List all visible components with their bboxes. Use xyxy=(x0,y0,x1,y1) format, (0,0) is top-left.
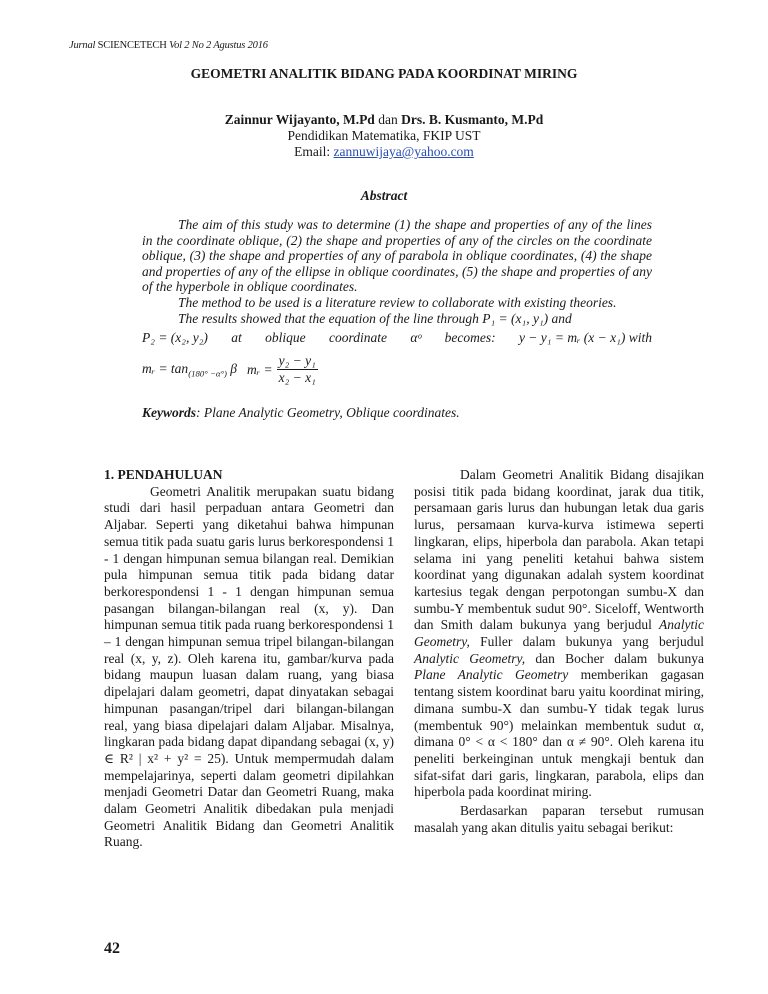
slope-beta: β xyxy=(230,360,238,376)
keywords-list: : Plane Analytic Geometry, Oblique coordinates. xyxy=(196,405,460,420)
author-conjunction: dan xyxy=(378,112,398,127)
body-column-left xyxy=(104,467,394,851)
equation-line xyxy=(142,330,652,346)
section-heading: 1. PENDAHULUAN xyxy=(104,467,223,482)
text-run: memberikan gagasan tentang sistem koordinat baru yaitu koordinat miring, dimana sumbu-X dan sumbu-Y tidak tegak lurus (membentuk 90°) melainkan membentuk sudut α, dimana 0° < α < 180° dan α ≠ 90°. Oleh karena itu peneliti berkeinginan untuk mengkaji bentuk dan sifat-sifat dari garis, lingkaran, parabola, elips dan hiperbola pada koordinat miring. xyxy=(414,667,704,800)
body-paragraph: Geometri Analitik merupakan suatu bidang studi dari hasil perpaduan antara Geometri dan Aljabar. Seperti yang diketahui bahwa himpunan semua titik pada suatu garis lurus berkorespondensi 1 - 1 dengan himpunan semua bilangan real. Demikian pula himpunan semua titik pada bidang datar berkorespondensi 1 - 1 dengan himpunan semua pasangan bilangan-bilangan real (x, y). Dan himpunan semua titik pada ruang berkorespondensi 1 – 1 dengan himpunan semua tripel bilangan-bilangan real (x, y, z). Oleh karena itu, gambar/kurva pada bidang maupun luasan dalam ruang, yang biasa dipelajari dalam geometri, dapat dinyatakan sebagai himpunan pasangan/tripel dari bilangan-bilangan real, yang biasa dipelajari dalam Aljabar. Misalnya, lingkaran pada bidang dapat dipandang sebagai (x, y) ∈ R² | x² + y² = 25). Untuk mempermudah dalam mempelajarinya, seperti dalam geometri dipilahkan menjadi Geometri Datar dan Geometri Ruang, maka dalam Geometri Analitik dibedakan pula menjadi Geometri Analitik Bidang dan Geometri Analitik Ruang. xyxy=(104,483,394,850)
eq-word-oblique: oblique xyxy=(265,330,306,345)
slope-tan-formula xyxy=(142,361,237,379)
book-title: Analytic Geometry, xyxy=(414,650,526,666)
journal-issue: Vol 2 No 2 Agustus 2016 xyxy=(169,40,268,51)
abstract-paragraph: The method to be used is a literature review to collaborate with existing theories. xyxy=(178,294,617,310)
journal-name: SCIENCETECH xyxy=(97,40,167,51)
eq-word-with: with xyxy=(628,330,652,345)
eq-word-coordinate: coordinate xyxy=(328,330,387,345)
author-1: Zainnur Wijayanto, M.Pd xyxy=(224,112,375,127)
page-number: 42 xyxy=(104,940,120,957)
abstract-heading: Abstract xyxy=(360,188,408,203)
slope-fraction-label: mᵣ = xyxy=(247,361,273,377)
slope-tan-subscript: (180° −α°) xyxy=(188,368,227,379)
eq-alpha: αᵒ xyxy=(410,330,422,345)
author-block xyxy=(0,112,768,160)
point-p2: P₂ = (x₂, y₂) xyxy=(142,330,208,345)
keywords-label: Keywords xyxy=(142,405,196,420)
abstract-paragraph: The aim of this study was to determine (1) the shape and properties of any of the lines in the coordinate oblique, (2) the shape and properties of any of the circles on the coordinate oblique, (3) the shape and properties of any of parabola in oblique coordinates, (4) the shape and properties of any of the ellipse in oblique coordinates, (5) the shape and properties of any of the hyperbole in oblique coordinates. xyxy=(142,217,652,295)
body-paragraph: Berdasarkan paparan tersebut rumusan masalah yang akan ditulis yaitu sebagai berikut: xyxy=(414,803,704,835)
book-title: Analytic Geometry, xyxy=(414,617,704,650)
author-2: Drs. B. Kusmanto, M.Pd xyxy=(401,112,544,127)
email-link[interactable]: zannuwijaya@yahoo.com xyxy=(333,144,474,159)
line-equation-formula: y − y₁ = mᵣ (x − x₁) xyxy=(518,330,626,345)
fraction-denominator: x₂ − x₁ xyxy=(278,370,316,385)
line-equation xyxy=(519,330,652,346)
fraction-numerator: y₂ − y₁ xyxy=(278,353,316,368)
journal-prefix: Jurnal xyxy=(69,40,96,51)
eq-word-becomes: becomes: xyxy=(444,330,496,345)
book-title: Plane Analytic Geometry xyxy=(414,667,569,683)
eq-word-at: at xyxy=(231,330,242,345)
paper-title: GEOMETRI ANALITIK BIDANG PADA KOORDINAT MIRING xyxy=(190,66,578,81)
abstract-body xyxy=(142,217,652,326)
text-run: dan Bocher dalam bukunya xyxy=(525,650,705,666)
text-run: Dalam Geometri Analitik Bidang disajikan posisi titik pada bidang koordinat, jarak dua titik, persamaan garis lurus dan hubungan letak dua garis lurus, persamaan kurva-kurva istimewa seperti lingkaran, elips, hiperbola dan parabola. Akan tetapi selama ini yang peneliti ketahui bahwa sistem koordinat yang digunakan adalah system koordinat kartesius tegak dengan perpotongan sumbu-X dan sumbu-Y membentuk sudut 90°. Siceloff, Wentworth dan Smith dalam bukunya yang berjudul xyxy=(414,467,704,633)
abstract-paragraph: The results showed that the equation of the line through P₁ = (x₁, y₁) and xyxy=(178,310,572,326)
slope-fraction-formula xyxy=(247,353,318,386)
slope-equations xyxy=(142,353,318,386)
author-line xyxy=(0,112,768,128)
affiliation: Pendidikan Matematika, FKIP UST xyxy=(287,128,481,143)
body-paragraph xyxy=(414,467,704,801)
journal-header xyxy=(69,40,268,51)
email-line xyxy=(0,144,768,160)
keywords-line xyxy=(142,405,460,421)
email-label: Email: xyxy=(294,144,331,159)
body-column-right xyxy=(414,467,704,836)
text-run: Fuller dalam bukunya yang berjudul xyxy=(469,634,704,650)
slope-fraction xyxy=(277,353,318,386)
slope-tan-label: mᵣ = tan xyxy=(142,360,189,376)
